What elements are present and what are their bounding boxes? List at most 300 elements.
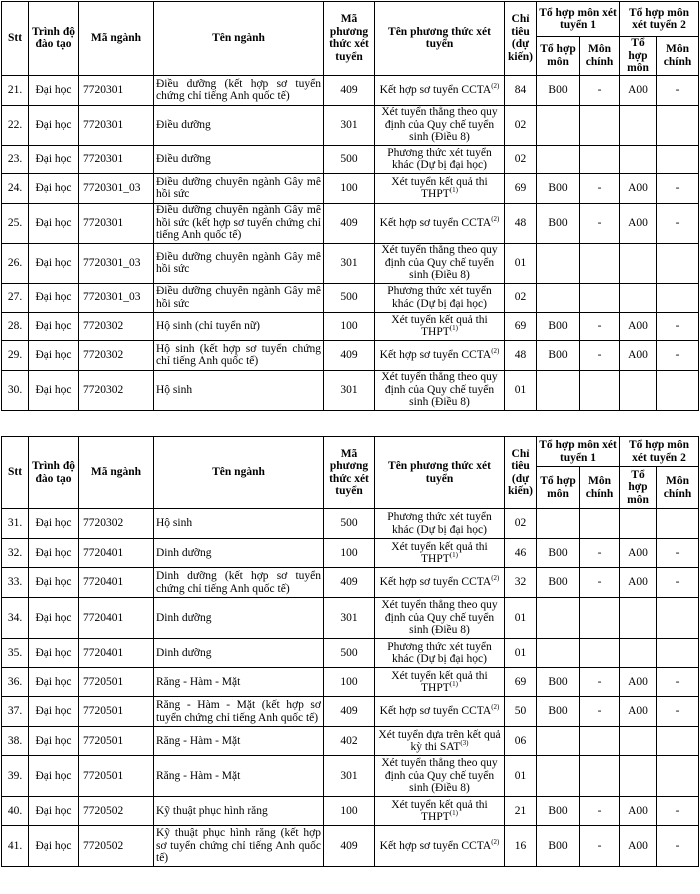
row-main-2 xyxy=(657,727,699,756)
row-level: Đại học xyxy=(29,797,79,826)
row-stt: 21. xyxy=(2,75,29,105)
table-row xyxy=(2,727,699,756)
row-stt: 23. xyxy=(2,145,29,173)
method-text: Xét tuyển kết quả thi THPT xyxy=(391,798,488,823)
row-stt: 39. xyxy=(2,756,29,797)
table-row xyxy=(2,340,699,370)
row-main-1 xyxy=(580,509,620,539)
table-row xyxy=(2,283,699,312)
row-stt: 29. xyxy=(2,340,29,370)
table-body-2 xyxy=(2,509,699,867)
row-main-1: - xyxy=(580,173,620,203)
method-text: Xét tuyển thẳng theo quy định của Quy chế tuyển sinh (Điều 8) xyxy=(381,244,498,282)
admission-table-2 xyxy=(1,436,699,867)
row-quota: 32 xyxy=(505,568,537,598)
table-row xyxy=(2,598,699,639)
row-level: Đại học xyxy=(29,105,79,145)
row-combo-1: B00 xyxy=(537,568,580,598)
row-main-2 xyxy=(657,370,699,410)
table-row xyxy=(2,105,699,145)
row-major-name: Điều dưỡng chuyên ngành Gây mê hồi sức (kết hợp sơ tuyển chứng chỉ tiếng Anh quốc tế) xyxy=(154,203,324,243)
row-quota: 48 xyxy=(505,340,537,370)
row-quota: 69 xyxy=(505,173,537,203)
row-method-name xyxy=(375,75,505,105)
row-combo-2 xyxy=(620,756,657,797)
header-trinh-do: Trình độ đào tạo xyxy=(29,437,79,509)
row-combo-2: A00 xyxy=(620,668,657,697)
row-main-2: - xyxy=(657,568,699,598)
header-ma-phuong-thuc: Mã phương thức xét tuyển xyxy=(324,2,375,76)
row-major-code: 7720301 xyxy=(79,105,154,145)
header-mon-chinh: Môn chính xyxy=(580,37,620,76)
header-to-hop-1: Tổ hợp môn xét tuyển 1 xyxy=(537,2,620,37)
row-main-1: - xyxy=(580,797,620,826)
row-combo-2: A00 xyxy=(620,697,657,727)
row-combo-1: B00 xyxy=(537,203,580,243)
row-level: Đại học xyxy=(29,598,79,639)
row-major-code: 7720401 xyxy=(79,639,154,668)
row-combo-2 xyxy=(620,145,657,173)
row-stt: 28. xyxy=(2,312,29,340)
row-main-2: - xyxy=(657,312,699,340)
row-main-2 xyxy=(657,145,699,173)
footnote-marker: (2) xyxy=(491,703,500,712)
row-main-1 xyxy=(580,639,620,668)
row-quota: 21 xyxy=(505,797,537,826)
table-row xyxy=(2,145,699,173)
row-main-2 xyxy=(657,105,699,145)
footnote-marker: (2) xyxy=(491,837,500,846)
header-to-hop-mon: Tổ hợp môn xyxy=(620,37,657,76)
row-quota: 02 xyxy=(505,105,537,145)
row-method-code: 301 xyxy=(324,756,375,797)
row-combo-2: A00 xyxy=(620,203,657,243)
row-main-1 xyxy=(580,370,620,410)
row-main-2: - xyxy=(657,539,699,568)
row-combo-1: B00 xyxy=(537,312,580,340)
row-major-name: Dinh dưỡng (kết hợp sơ tuyển chứng chỉ tiếng Anh quốc tế) xyxy=(154,568,324,598)
row-major-code: 7720502 xyxy=(79,797,154,826)
row-main-2 xyxy=(657,639,699,668)
header-to-hop-mon: Tổ hợp môn xyxy=(537,467,580,509)
row-level: Đại học xyxy=(29,340,79,370)
row-major-code: 7720501 xyxy=(79,697,154,727)
row-combo-2: A00 xyxy=(620,539,657,568)
row-method-name xyxy=(375,598,505,639)
method-text: Kết hợp sơ tuyển CCTA xyxy=(379,216,492,229)
row-method-name xyxy=(375,203,505,243)
row-stt: 26. xyxy=(2,243,29,283)
row-method-name xyxy=(375,639,505,668)
row-major-name: Răng - Hàm - Mặt xyxy=(154,727,324,756)
footnote-marker: (3) xyxy=(460,739,469,748)
row-combo-1 xyxy=(537,598,580,639)
method-text: Kết hợp sơ tuyển CCTA xyxy=(379,576,492,589)
row-main-2 xyxy=(657,509,699,539)
row-combo-1: B00 xyxy=(537,697,580,727)
row-major-code: 7720301_03 xyxy=(79,243,154,283)
row-major-name: Điều dưỡng chuyên ngành Gây mê hồi sức xyxy=(154,283,324,312)
method-text: Xét tuyển thẳng theo quy định của Quy chế tuyển sinh (Điều 8) xyxy=(381,371,498,409)
row-combo-2: A00 xyxy=(620,173,657,203)
row-combo-1 xyxy=(537,105,580,145)
method-text: Xét tuyển dựa trên kết quả kỳ thi SAT xyxy=(378,728,501,753)
row-major-code: 7720302 xyxy=(79,509,154,539)
table-row xyxy=(2,173,699,203)
row-stt: 25. xyxy=(2,203,29,243)
row-quota: 01 xyxy=(505,598,537,639)
row-level: Đại học xyxy=(29,727,79,756)
row-quota: 69 xyxy=(505,668,537,697)
row-combo-2 xyxy=(620,598,657,639)
row-quota: 02 xyxy=(505,509,537,539)
row-quota: 01 xyxy=(505,243,537,283)
row-main-2 xyxy=(657,243,699,283)
method-text: Phương thức xét tuyển khác (Dự bị đại học) xyxy=(387,640,492,665)
table-body-1 xyxy=(2,75,699,410)
row-stt: 33. xyxy=(2,568,29,598)
header-chi-tieu: Chỉ tiêu (dự kiến) xyxy=(505,2,537,76)
row-method-name xyxy=(375,668,505,697)
row-method-code: 100 xyxy=(324,668,375,697)
row-main-1: - xyxy=(580,697,620,727)
row-combo-1 xyxy=(537,370,580,410)
method-text: Kết hợp sơ tuyển CCTA xyxy=(379,839,492,852)
header-to-hop-2: Tổ hợp môn xét tuyển 2 xyxy=(620,437,699,467)
row-major-name: Điều dưỡng chuyên ngành Gây mê hồi sức xyxy=(154,173,324,203)
row-major-name: Răng - Hàm - Mặt xyxy=(154,668,324,697)
row-major-name: Dinh dưỡng xyxy=(154,639,324,668)
row-major-code: 7720302 xyxy=(79,312,154,340)
row-combo-2: A00 xyxy=(620,568,657,598)
row-stt: 38. xyxy=(2,727,29,756)
row-main-1: - xyxy=(580,203,620,243)
footnote-marker: (1) xyxy=(449,186,458,195)
table-row xyxy=(2,539,699,568)
row-major-code: 7720401 xyxy=(79,539,154,568)
row-level: Đại học xyxy=(29,826,79,867)
row-level: Đại học xyxy=(29,509,79,539)
row-stt: 34. xyxy=(2,598,29,639)
row-method-name xyxy=(375,340,505,370)
row-level: Đại học xyxy=(29,756,79,797)
row-stt: 35. xyxy=(2,639,29,668)
row-main-2 xyxy=(657,598,699,639)
row-level: Đại học xyxy=(29,370,79,410)
row-method-code: 301 xyxy=(324,105,375,145)
table-row xyxy=(2,697,699,727)
method-text: Xét tuyển kết quả thi THPT xyxy=(391,313,488,338)
row-major-name: Kỹ thuật phục hình răng xyxy=(154,797,324,826)
method-text: Kết hợp sơ tuyển CCTA xyxy=(379,348,492,361)
row-level: Đại học xyxy=(29,539,79,568)
row-level: Đại học xyxy=(29,568,79,598)
row-major-name: Điều dưỡng chuyên ngành Gây mê hồi sức xyxy=(154,243,324,283)
row-method-code: 409 xyxy=(324,826,375,867)
row-stt: 36. xyxy=(2,668,29,697)
row-combo-1 xyxy=(537,283,580,312)
row-combo-2: A00 xyxy=(620,312,657,340)
row-stt: 22. xyxy=(2,105,29,145)
row-quota: 16 xyxy=(505,826,537,867)
row-major-code: 7720301 xyxy=(79,203,154,243)
row-method-code: 301 xyxy=(324,370,375,410)
row-quota: 46 xyxy=(505,539,537,568)
footnote-marker: (1) xyxy=(449,680,458,689)
row-method-code: 500 xyxy=(324,145,375,173)
method-text: Xét tuyển kết quả thi THPT xyxy=(391,540,488,565)
header-mon-chinh: Môn chính xyxy=(657,467,699,509)
row-main-1 xyxy=(580,598,620,639)
row-major-name: Điều dưỡng xyxy=(154,105,324,145)
row-main-2: - xyxy=(657,797,699,826)
row-method-code: 301 xyxy=(324,243,375,283)
row-level: Đại học xyxy=(29,283,79,312)
row-method-name xyxy=(375,370,505,410)
header-ten-phuong-thuc: Tên phương thức xét tuyển xyxy=(375,437,505,509)
row-combo-2 xyxy=(620,639,657,668)
row-major-code: 7720301 xyxy=(79,75,154,105)
row-major-name: Hộ sinh (chỉ tuyển nữ) xyxy=(154,312,324,340)
row-method-code: 301 xyxy=(324,598,375,639)
row-method-name xyxy=(375,509,505,539)
row-main-2: - xyxy=(657,340,699,370)
row-quota: 01 xyxy=(505,370,537,410)
header-stt: Stt xyxy=(2,437,29,509)
row-major-code: 7720501 xyxy=(79,727,154,756)
row-combo-2 xyxy=(620,283,657,312)
row-stt: 31. xyxy=(2,509,29,539)
row-major-name: Răng - Hàm - Mặt xyxy=(154,756,324,797)
footnote-marker: (2) xyxy=(491,214,500,223)
table-row xyxy=(2,797,699,826)
row-major-name: Hộ sinh xyxy=(154,370,324,410)
row-level: Đại học xyxy=(29,312,79,340)
row-major-code: 7720501 xyxy=(79,756,154,797)
method-text: Phương thức xét tuyển khác (Dự bị đại học) xyxy=(387,146,492,171)
row-main-2: - xyxy=(657,203,699,243)
table-row xyxy=(2,75,699,105)
header-to-hop-mon: Tổ hợp môn xyxy=(620,467,657,509)
row-combo-1 xyxy=(537,145,580,173)
row-combo-1: B00 xyxy=(537,826,580,867)
row-combo-1: B00 xyxy=(537,668,580,697)
row-method-name xyxy=(375,243,505,283)
row-level: Đại học xyxy=(29,668,79,697)
row-main-2: - xyxy=(657,697,699,727)
row-main-1: - xyxy=(580,340,620,370)
row-method-code: 100 xyxy=(324,173,375,203)
row-method-code: 409 xyxy=(324,568,375,598)
row-method-name xyxy=(375,145,505,173)
table-row xyxy=(2,568,699,598)
row-level: Đại học xyxy=(29,173,79,203)
row-main-1: - xyxy=(580,826,620,867)
row-method-code: 409 xyxy=(324,203,375,243)
row-level: Đại học xyxy=(29,243,79,283)
row-combo-2 xyxy=(620,105,657,145)
row-main-2 xyxy=(657,756,699,797)
row-combo-1 xyxy=(537,727,580,756)
method-text: Phương thức xét tuyển khác (Dự bị đại học) xyxy=(387,285,492,310)
row-quota: 69 xyxy=(505,312,537,340)
row-method-code: 409 xyxy=(324,340,375,370)
row-method-code: 100 xyxy=(324,312,375,340)
row-quota: 50 xyxy=(505,697,537,727)
row-main-1 xyxy=(580,756,620,797)
row-method-name xyxy=(375,697,505,727)
table-row xyxy=(2,639,699,668)
row-major-code: 7720501 xyxy=(79,668,154,697)
method-text: Kết hợp sơ tuyển CCTA xyxy=(379,705,492,718)
row-method-code: 100 xyxy=(324,797,375,826)
row-main-1 xyxy=(580,243,620,283)
row-level: Đại học xyxy=(29,145,79,173)
admission-table-1 xyxy=(1,1,699,411)
header-ten-nganh: Tên ngành xyxy=(154,2,324,76)
row-combo-1: B00 xyxy=(537,173,580,203)
row-stt: 32. xyxy=(2,539,29,568)
row-main-2: - xyxy=(657,668,699,697)
row-major-name: Điều dưỡng (kết hợp sơ tuyển chứng chỉ tiếng Anh quốc tế) xyxy=(154,75,324,105)
row-method-code: 500 xyxy=(324,283,375,312)
row-major-code: 7720401 xyxy=(79,568,154,598)
row-method-code: 500 xyxy=(324,509,375,539)
row-combo-2 xyxy=(620,370,657,410)
row-method-code: 100 xyxy=(324,539,375,568)
row-quota: 02 xyxy=(505,145,537,173)
table-row xyxy=(2,756,699,797)
footnote-marker: (2) xyxy=(491,574,500,583)
table-row xyxy=(2,203,699,243)
row-level: Đại học xyxy=(29,639,79,668)
row-major-code: 7720301 xyxy=(79,145,154,173)
row-main-2: - xyxy=(657,75,699,105)
row-combo-1 xyxy=(537,639,580,668)
row-combo-2 xyxy=(620,243,657,283)
row-major-name: Điều dưỡng xyxy=(154,145,324,173)
row-major-code: 7720401 xyxy=(79,598,154,639)
header-trinh-do: Trình độ đào tạo xyxy=(29,2,79,76)
row-major-name: Hộ sinh (kết hợp sơ tuyển chứng chỉ tiếng Anh quốc tế) xyxy=(154,340,324,370)
row-method-name xyxy=(375,173,505,203)
table-row xyxy=(2,668,699,697)
row-major-code: 7720502 xyxy=(79,826,154,867)
method-text: Xét tuyển thẳng theo quy định của Quy chế tuyển sinh (Điều 8) xyxy=(381,599,498,637)
row-method-code: 409 xyxy=(324,697,375,727)
row-combo-2 xyxy=(620,509,657,539)
footnote-marker: (2) xyxy=(491,346,500,355)
row-main-1: - xyxy=(580,539,620,568)
row-main-1 xyxy=(580,727,620,756)
row-main-1 xyxy=(580,105,620,145)
method-text: Xét tuyển kết quả thi THPT xyxy=(391,175,488,200)
footnote-marker: (1) xyxy=(449,551,458,560)
header-ma-nganh: Mã ngành xyxy=(79,2,154,76)
table-row xyxy=(2,826,699,867)
header-ten-phuong-thuc: Tên phương thức xét tuyển xyxy=(375,2,505,76)
row-stt: 27. xyxy=(2,283,29,312)
row-main-1: - xyxy=(580,312,620,340)
row-quota: 01 xyxy=(505,639,537,668)
method-text: Kết hợp sơ tuyển CCTA xyxy=(379,83,492,96)
row-major-code: 7720302 xyxy=(79,370,154,410)
row-method-code: 402 xyxy=(324,727,375,756)
row-major-code: 7720302 xyxy=(79,340,154,370)
table-row xyxy=(2,312,699,340)
row-quota: 01 xyxy=(505,756,537,797)
header-to-hop-1: Tổ hợp môn xét tuyển 1 xyxy=(537,437,620,467)
row-major-code: 7720301_03 xyxy=(79,173,154,203)
table-row xyxy=(2,243,699,283)
row-main-1 xyxy=(580,283,620,312)
table-row xyxy=(2,509,699,539)
row-major-name: Răng - Hàm - Mặt (kết hợp sơ tuyển chứng chỉ tiếng Anh quốc tế) xyxy=(154,697,324,727)
row-combo-2: A00 xyxy=(620,340,657,370)
row-combo-1: B00 xyxy=(537,75,580,105)
header-to-hop-2: Tổ hợp môn xét tuyển 2 xyxy=(620,2,699,37)
row-combo-1 xyxy=(537,756,580,797)
footnote-marker: (2) xyxy=(491,81,500,90)
row-stt: 37. xyxy=(2,697,29,727)
row-major-code: 7720301_03 xyxy=(79,283,154,312)
row-stt: 41. xyxy=(2,826,29,867)
row-combo-1: B00 xyxy=(537,797,580,826)
row-combo-2: A00 xyxy=(620,826,657,867)
row-method-name xyxy=(375,539,505,568)
row-method-code: 500 xyxy=(324,639,375,668)
row-method-name xyxy=(375,797,505,826)
row-combo-1 xyxy=(537,243,580,283)
row-method-name xyxy=(375,756,505,797)
row-stt: 30. xyxy=(2,370,29,410)
header-chi-tieu: Chỉ tiêu (dự kiến) xyxy=(505,437,537,509)
row-combo-1: B00 xyxy=(537,340,580,370)
row-main-1: - xyxy=(580,568,620,598)
header-stt: Stt xyxy=(2,2,29,76)
row-combo-2: A00 xyxy=(620,797,657,826)
row-major-name: Hộ sinh xyxy=(154,509,324,539)
row-main-1: - xyxy=(580,668,620,697)
header-ten-nganh: Tên ngành xyxy=(154,437,324,509)
row-combo-1 xyxy=(537,509,580,539)
row-main-2: - xyxy=(657,173,699,203)
row-method-name xyxy=(375,826,505,867)
row-stt: 24. xyxy=(2,173,29,203)
row-quota: 48 xyxy=(505,203,537,243)
row-method-name xyxy=(375,568,505,598)
header-mon-chinh: Môn chính xyxy=(580,467,620,509)
row-method-name xyxy=(375,283,505,312)
row-method-name xyxy=(375,727,505,756)
row-level: Đại học xyxy=(29,203,79,243)
header-ma-phuong-thuc: Mã phương thức xét tuyển xyxy=(324,437,375,509)
row-quota: 06 xyxy=(505,727,537,756)
header-ma-nganh: Mã ngành xyxy=(79,437,154,509)
row-major-name: Dinh dưỡng xyxy=(154,539,324,568)
row-main-2: - xyxy=(657,826,699,867)
row-combo-2 xyxy=(620,727,657,756)
row-combo-2: A00 xyxy=(620,75,657,105)
row-level: Đại học xyxy=(29,697,79,727)
header-mon-chinh: Môn chính xyxy=(657,37,699,76)
method-text: Xét tuyển thẳng theo quy định của Quy chế tuyển sinh (Điều 8) xyxy=(381,757,498,795)
row-method-name xyxy=(375,105,505,145)
row-main-2 xyxy=(657,283,699,312)
row-main-1 xyxy=(580,145,620,173)
row-combo-1: B00 xyxy=(537,539,580,568)
row-quota: 02 xyxy=(505,283,537,312)
